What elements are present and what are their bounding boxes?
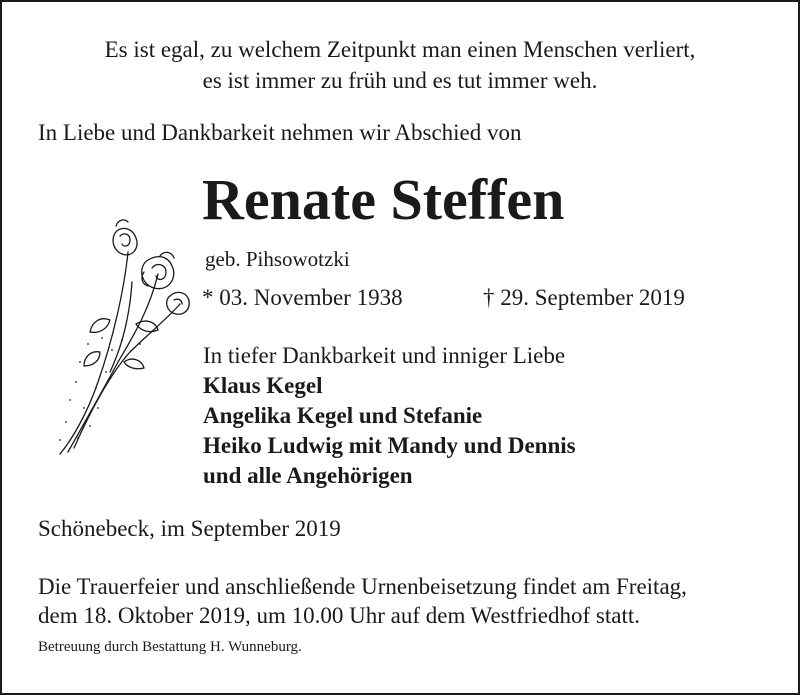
ceremony-line-1: Die Trauerfeier und anschließende Urnenbeisetzung findet am Freitag, — [38, 574, 687, 599]
quote-line-1: Es ist egal, zu welchem Zeitpunkt man einen Menschen verliert, — [104, 37, 696, 62]
ceremony-line-2: dem 18. Oktober 2019, um 10.00 Uhr auf dem Westfriedhof statt. — [38, 603, 640, 628]
place-date: Schönebeck, im September 2019 — [38, 516, 341, 541]
mourner-name: und alle Angehörigen — [203, 463, 413, 488]
ceremony-info — [38, 572, 687, 630]
mourner-name: Klaus Kegel — [203, 373, 323, 398]
quote-line-2: es ist immer zu früh und es tut immer weh. — [202, 68, 598, 93]
memorial-quote — [2, 34, 798, 96]
roses-icon — [40, 212, 200, 457]
mourners-block — [203, 341, 576, 491]
death-date: † 29. September 2019 — [483, 285, 685, 310]
birth-name: geb. Pihsowotzki — [205, 247, 350, 271]
birth-date: * 03. November 1938 — [202, 285, 403, 310]
mourners-lead: In tiefer Dankbarkeit und inniger Liebe — [203, 343, 566, 368]
mourner-name: Angelika Kegel und Stefanie — [203, 403, 483, 428]
undertaker-note: Betreuung durch Bestattung H. Wunneburg. — [38, 639, 302, 655]
deceased-name: Renate Steffen — [202, 167, 565, 232]
farewell-intro: In Liebe und Dankbarkeit nehmen wir Abschied von — [38, 120, 522, 145]
mourner-name: Heiko Ludwig mit Mandy und Dennis — [203, 433, 576, 458]
